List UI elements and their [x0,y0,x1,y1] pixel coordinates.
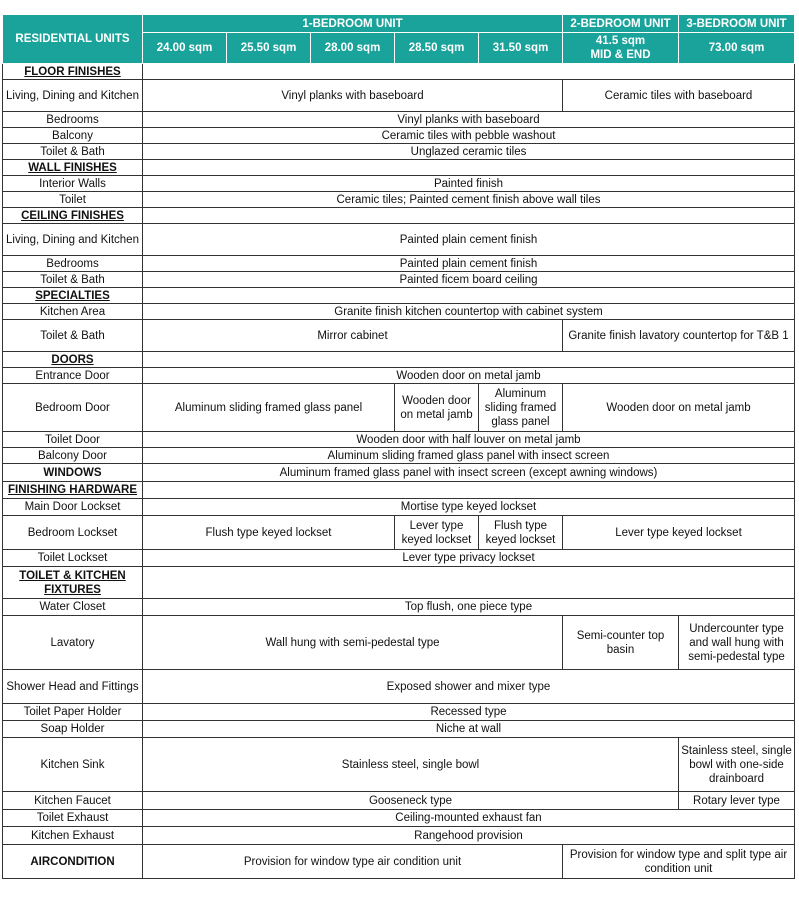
cell-value: Wall hung with semi-pedestal type [143,616,563,670]
row-label: Living, Dining and Kitchen [3,224,143,256]
size-25-5: 25.50 sqm [227,33,311,64]
cell-value: Rotary lever type [679,792,795,810]
table-row [3,192,795,208]
table-row [3,464,795,482]
table-row [3,432,795,448]
size-41-5 [563,33,679,64]
row-label: Bedrooms [3,256,143,272]
row-label: Shower Head and Fittings [3,670,143,704]
cell-value: Vinyl planks with baseboard [143,80,563,112]
table-row [3,304,795,320]
cell-value: Lever type privacy lockset [143,550,795,567]
row-label: Lavatory [3,616,143,670]
table-row [3,845,795,879]
row-label: Balcony Door [3,448,143,464]
row-label: Toilet Door [3,432,143,448]
table-row [3,516,795,550]
table-row [3,448,795,464]
section-finishing-hardware: FINISHING HARDWARE [3,482,143,499]
size-73: 73.00 sqm [679,33,795,64]
section-toilet-kitchen-fixtures: TOILET & KITCHEN FIXTURES [3,567,143,599]
row-label: Main Door Lockset [3,499,143,516]
table-row [3,368,795,384]
cell-value: Ceramic tiles; Painted cement finish above wall tiles [143,192,795,208]
cell-value: Painted finish [143,176,795,192]
row-label: Toilet & Bath [3,320,143,352]
cell-value: Lever type keyed lockset [563,516,795,550]
cell-value: Stainless steel, single bowl with one-side drainboard [679,738,795,792]
table-row [3,256,795,272]
row-label: Soap Holder [3,721,143,738]
cell-value: Rangehood provision [143,827,795,845]
cell-value: Granite finish kitchen countertop with cabinet system [143,304,795,320]
row-label: Kitchen Faucet [3,792,143,810]
table-row [3,567,795,599]
cell-value: Wooden door on metal jamb [395,384,479,432]
table-row [3,599,795,616]
cell-value: Aluminum sliding framed glass panel [143,384,395,432]
header-row-groups [3,15,795,33]
cell-value: Aluminum sliding framed glass panel [479,384,563,432]
cell-value: Undercounter type and wall hung with semi-pedestal type [679,616,795,670]
table-row [3,208,795,224]
table-row [3,738,795,792]
cell-value: Flush type keyed lockset [143,516,395,550]
cell-value: Flush type keyed lockset [479,516,563,550]
table-row [3,721,795,738]
row-label: Entrance Door [3,368,143,384]
header-2-bedroom: 2-BEDROOM UNIT [563,15,679,33]
table-row [3,176,795,192]
cell-value: Painted ficem board ceiling [143,272,795,288]
table-row [3,704,795,721]
section-ceiling-finishes: CEILING FINISHES [3,208,143,224]
cell-value: Vinyl planks with baseboard [143,112,795,128]
table-row [3,352,795,368]
size-24: 24.00 sqm [143,33,227,64]
header-1-bedroom: 1-BEDROOM UNIT [143,15,563,33]
cell-value: Wooden door with half louver on metal jamb [143,432,795,448]
cell-value: Unglazed ceramic tiles [143,144,795,160]
cell-value: Wooden door on metal jamb [563,384,795,432]
size-28-5: 28.50 sqm [395,33,479,64]
cell-value: Painted plain cement finish [143,256,795,272]
cell-value: Recessed type [143,704,795,721]
row-label: Toilet [3,192,143,208]
row-label: Living, Dining and Kitchen [3,80,143,112]
row-label: Bedroom Door [3,384,143,432]
cell-value: Gooseneck type [143,792,679,810]
cell-value: Stainless steel, single bowl [143,738,679,792]
section-doors: DOORS [3,352,143,368]
cell-value: Granite finish lavatory countertop for T&B 1 [563,320,795,352]
cell-value: Lever type keyed lockset [395,516,479,550]
row-label: Balcony [3,128,143,144]
table-row [3,810,795,827]
header-3-bedroom: 3-BEDROOM UNIT [679,15,795,33]
cell-value: Wooden door on metal jamb [143,368,795,384]
table-row [3,482,795,499]
table-row [3,792,795,810]
table-row [3,112,795,128]
table-row [3,827,795,845]
table-row [3,160,795,176]
table-row [3,499,795,516]
cell-value: Ceiling-mounted exhaust fan [143,810,795,827]
row-label: Interior Walls [3,176,143,192]
cell-value: Ceramic tiles with baseboard [563,80,795,112]
table-row [3,128,795,144]
cell-value: Top flush, one piece type [143,599,795,616]
row-label: Bedroom Lockset [3,516,143,550]
row-label: Toilet Paper Holder [3,704,143,721]
table-row [3,288,795,304]
size-41-5-note: MID & END [590,49,651,61]
cell-value: Provision for window type air condition unit [143,845,563,879]
row-label: Toilet Exhaust [3,810,143,827]
table-row [3,64,795,80]
cell-value: Niche at wall [143,721,795,738]
cell-value: Mirror cabinet [143,320,563,352]
cell-value: Exposed shower and mixer type [143,670,795,704]
table-row [3,272,795,288]
cell-value: Aluminum sliding framed glass panel with insect screen [143,448,795,464]
row-label: Toilet & Bath [3,272,143,288]
row-label: Toilet & Bath [3,144,143,160]
cell-value: Painted plain cement finish [143,224,795,256]
header-corner: RESIDENTIAL UNITS [3,15,143,64]
cell-value: Provision for window type and split type air condition unit [563,845,795,879]
cell-value: Mortise type keyed lockset [143,499,795,516]
table-row [3,144,795,160]
row-label: Kitchen Sink [3,738,143,792]
table-row [3,384,795,432]
cell-value: Ceramic tiles with pebble washout [143,128,795,144]
table-row [3,550,795,567]
table-row [3,80,795,112]
table-row [3,320,795,352]
section-aircondition: AIRCONDITION [3,845,143,879]
cell-value: Aluminum framed glass panel with insect screen (except awning windows) [143,464,795,482]
row-label: Bedrooms [3,112,143,128]
table-row [3,670,795,704]
section-specialties: SPECIALTIES [3,288,143,304]
section-wall-finishes: WALL FINISHES [3,160,143,176]
cell-value: Semi-counter top basin [563,616,679,670]
row-label: Toilet Lockset [3,550,143,567]
section-floor-finishes: FLOOR FINISHES [3,64,143,80]
section-windows: WINDOWS [3,464,143,482]
row-label: Water Closet [3,599,143,616]
size-28: 28.00 sqm [311,33,395,64]
size-31-5: 31.50 sqm [479,33,563,64]
row-label: Kitchen Area [3,304,143,320]
table-row [3,224,795,256]
finishes-spec-table [2,14,795,879]
size-41-5-value: 41.5 sqm [595,35,646,47]
table-row [3,616,795,670]
row-label: Kitchen Exhaust [3,827,143,845]
